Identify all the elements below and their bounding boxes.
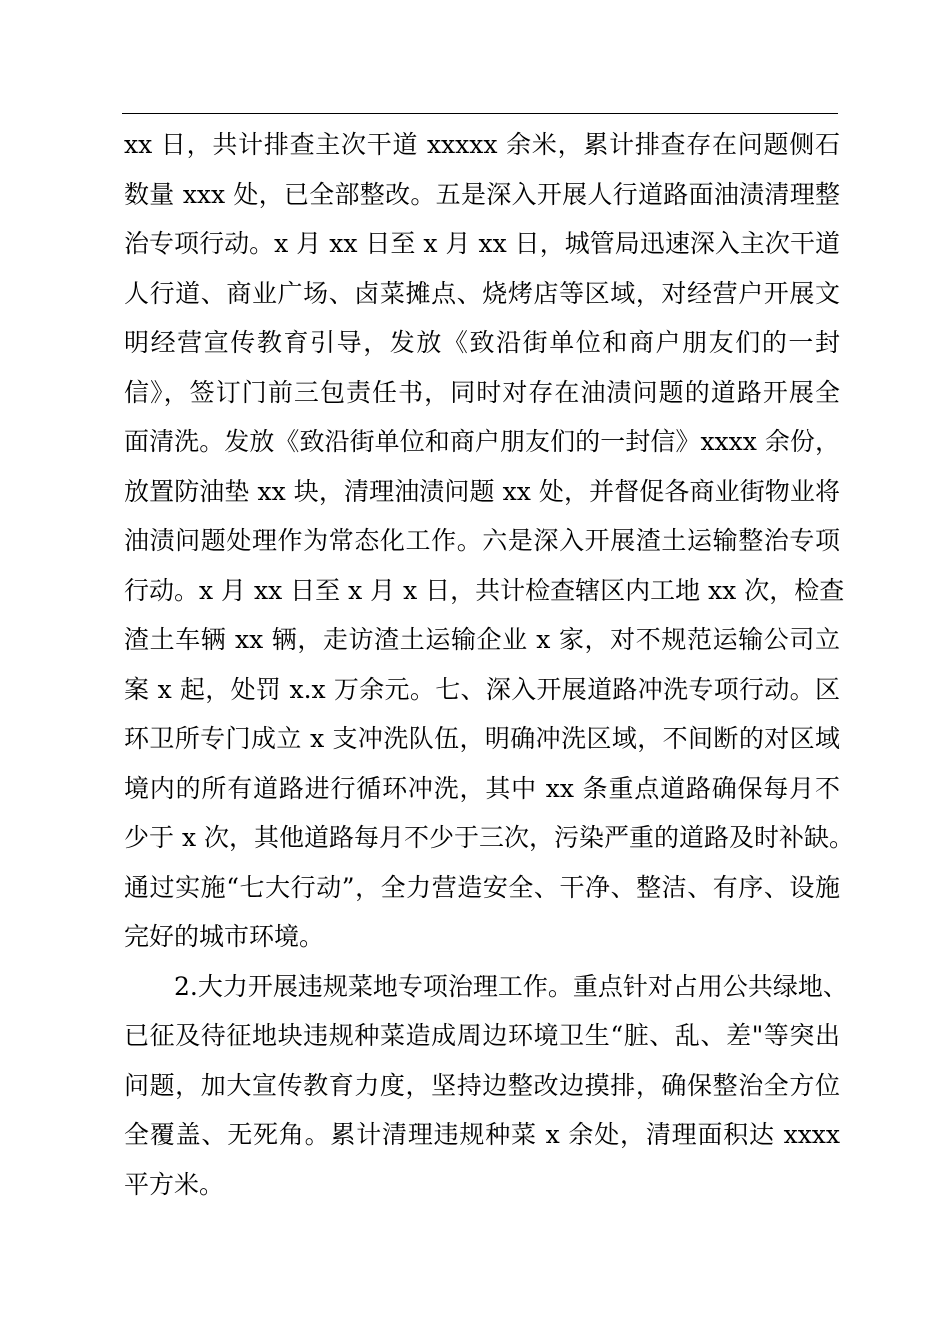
text-line: 放置防油垫 xx 块，清理油渍问题 xx 处，并督促各商业街物业将 bbox=[124, 476, 840, 506]
document-body bbox=[124, 120, 854, 1209]
text-line: 治专项行动。x 月 xx 日至 x 月 xx 日，城管局迅速深入主次干道 bbox=[124, 229, 840, 258]
text-line: 面清洗。发放《致沿街单位和商户朋友们的一封信》xxxx 余份， bbox=[124, 427, 840, 456]
text-line: 人行道、商业广场、卤菜摊点、烧烤店等区域，对经营户开展文 bbox=[124, 278, 840, 308]
text-line: 境内的所有道路进行循环冲洗，其中 xx 条重点道路确保每月不 bbox=[124, 773, 840, 803]
text-line: 通过实施“七大行动”，全力营造安全、干净、整洁、有序、设施 bbox=[124, 872, 840, 902]
text-line: 案 x 起，处罚 x.x 万余元。七、深入开展道路冲洗专项行动。区 bbox=[124, 674, 840, 704]
paragraph-1 bbox=[124, 120, 854, 962]
text-line: xx 日，共计排查主次干道 xxxxx 余米，累计排查存在问题侧石 bbox=[124, 130, 840, 159]
header-rule bbox=[122, 113, 838, 114]
text-line: 行动。x 月 xx 日至 x 月 x 日，共计检查辖区内工地 xx 次，检查 bbox=[124, 575, 845, 605]
text-line: 平方米。 bbox=[124, 1169, 225, 1199]
text-line: 已征及待征地块违规种菜造成周边环境卫生“脏、乱、差"等突出 bbox=[124, 1021, 840, 1050]
text-line: 环卫所专门成立 x 支冲洗队伍，明确冲洗区域，不间断的对区域 bbox=[124, 724, 840, 753]
text-line: 明经营宣传教育引导，发放《致沿街单位和商户朋友们的一封 bbox=[124, 328, 840, 357]
text-line: 油渍问题处理作为常态化工作。六是深入开展渣土运输整治专项 bbox=[124, 526, 840, 555]
text-line: 数量 xxx 处，已全部整改。五是深入开展人行道路面油渍清理整 bbox=[124, 179, 840, 209]
text-line: 全覆盖、无死角。累计清理违规种菜 x 余处，清理面积达 xxxx bbox=[124, 1120, 840, 1149]
text-line: 完好的城市环境。 bbox=[124, 922, 325, 951]
text-line: 信》，签订门前三包责任书，同时对存在油渍问题的道路开展全 bbox=[124, 377, 840, 407]
text-line: 2.大力开展违规菜地专项治理工作。重点针对占用公共绿地、 bbox=[174, 971, 848, 1001]
text-line: 渣土车辆 xx 辆，走访渣土运输企业 x 家，对不规范运输公司立 bbox=[124, 625, 840, 654]
text-line: 问题，加大宣传教育力度，坚持边整改边摸排，确保整治全方位 bbox=[124, 1070, 840, 1100]
paragraph-2 bbox=[124, 962, 848, 1210]
text-line: 少于 x 次，其他道路每月不少于三次，污染严重的道路及时补缺。 bbox=[124, 823, 854, 852]
